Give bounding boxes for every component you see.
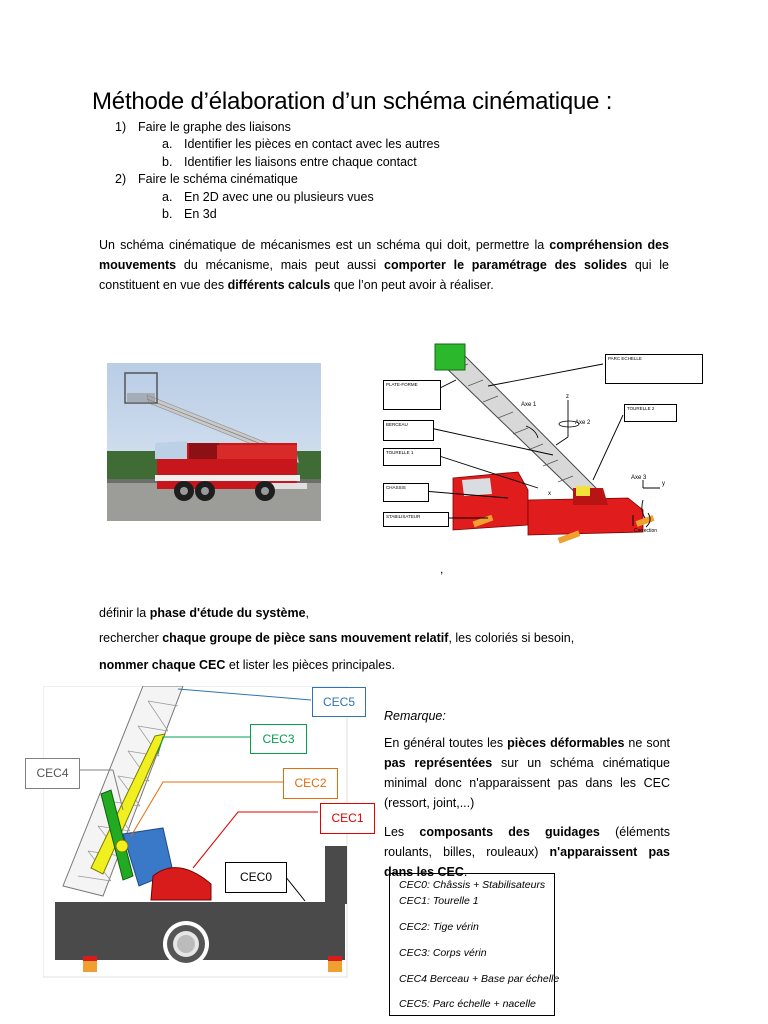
remark-title: Remarque: [384,709,446,723]
legend-item: CEC4 Berceau + Base par échelle [399,973,560,985]
label-axe2: Axe 2 [575,420,591,426]
remark-paragraph-1: En général toutes les pièces déformables ne sont pas représentées sur un schéma cinématique minimal donc n'apparaissent pas dans les CEC (ressort, joint,...) [384,736,670,810]
instruction-3: nommer chaque CEC et lister les pièces principales. [99,658,395,672]
legend-item: CEC2: Tige vérin [399,921,479,933]
cec3-label: CEC3 [250,724,307,754]
intro-bold-3: différents calculs [227,278,331,292]
legend-item: CEC5: Parc échelle + nacelle [399,998,536,1010]
step-2a-text: En 2D avec une ou plusieurs vues [184,190,374,204]
cec1-label: CEC1 [320,803,375,834]
step-1-text: Faire le graphe des liaisons [138,120,291,134]
step-2b-text: En 3d [184,207,217,221]
label-tourelle2: TOURELLE 2 [624,404,677,422]
stray-comma: , [440,562,444,576]
step-2b-number: b. [162,207,173,221]
label-stabilisateur: STABILISATEUR [383,512,449,527]
step-1b-number: b. [162,155,173,169]
label-berceau: BERCEAU [383,420,434,441]
fire-truck-photo [107,363,321,521]
intro-text-2: du mécanisme, mais peut aussi [176,258,384,272]
label-x: x [548,491,551,497]
step-2-number: 2) [115,172,127,186]
label-chassis: CHASSIS [383,483,429,502]
cec2-label: CEC2 [283,768,338,799]
instruction-1: définir la phase d'étude du système, [99,606,310,620]
cec4-label: CEC4 [25,758,80,789]
page-title: Méthode d’élaboration d’un schéma cinématique : [92,88,613,115]
intro-text-3: qui le constituent en vue des [99,258,670,292]
intro-text-1: Un schéma cinématique de mécanismes est un schéma qui doit, permettre la [99,238,550,252]
step-1a-text: Identifier les pièces en contact avec les autres [184,137,440,151]
label-plate-forme: PLATE-FORME [383,380,441,410]
legend-item: CEC3: Corps vérin [399,947,487,959]
label-axe3: Axe 3 [631,475,647,481]
intro-text-4: que l’on peut avoir à réaliser. [330,278,494,292]
cec-legend-box [389,873,560,1016]
label-parc-echelle: PARC ECHELLE [605,354,703,384]
intro-paragraph [99,235,669,295]
label-correction: Correction [634,528,658,534]
label-y: y [662,481,665,487]
cec0-label: CEC0 [225,862,287,893]
instruction-2: rechercher chaque groupe de pièce sans mouvement relatif, les coloriés si besoin, [99,631,575,645]
legend-item: CEC0: Châssis + Stabilisateurs [399,879,546,891]
step-1b-text: Identifier les liaisons entre chaque contact [184,155,417,169]
label-z: z [566,394,569,400]
intro-bold-1: compréhension des mouvements [99,238,669,272]
remark-paragraph-2: Les composants des guidages (éléments roulants, billes, rouleaux) n'apparaissent pas dans les CEC. [384,825,671,879]
step-2a-number: a. [162,190,173,204]
step-1a-number: a. [162,137,173,151]
label-tourelle1: TOURELLE 1 [383,448,441,466]
legend-item: CEC1: Tourelle 1 [399,895,479,907]
cec5-label: CEC5 [312,687,366,717]
intro-bold-2: comporter le paramétrage des solides [384,258,628,272]
step-1-number: 1) [115,120,127,134]
label-axe1: Axe 1 [521,402,537,408]
step-2-text: Faire le schéma cinématique [138,172,298,186]
labeled-diagram [378,340,678,550]
